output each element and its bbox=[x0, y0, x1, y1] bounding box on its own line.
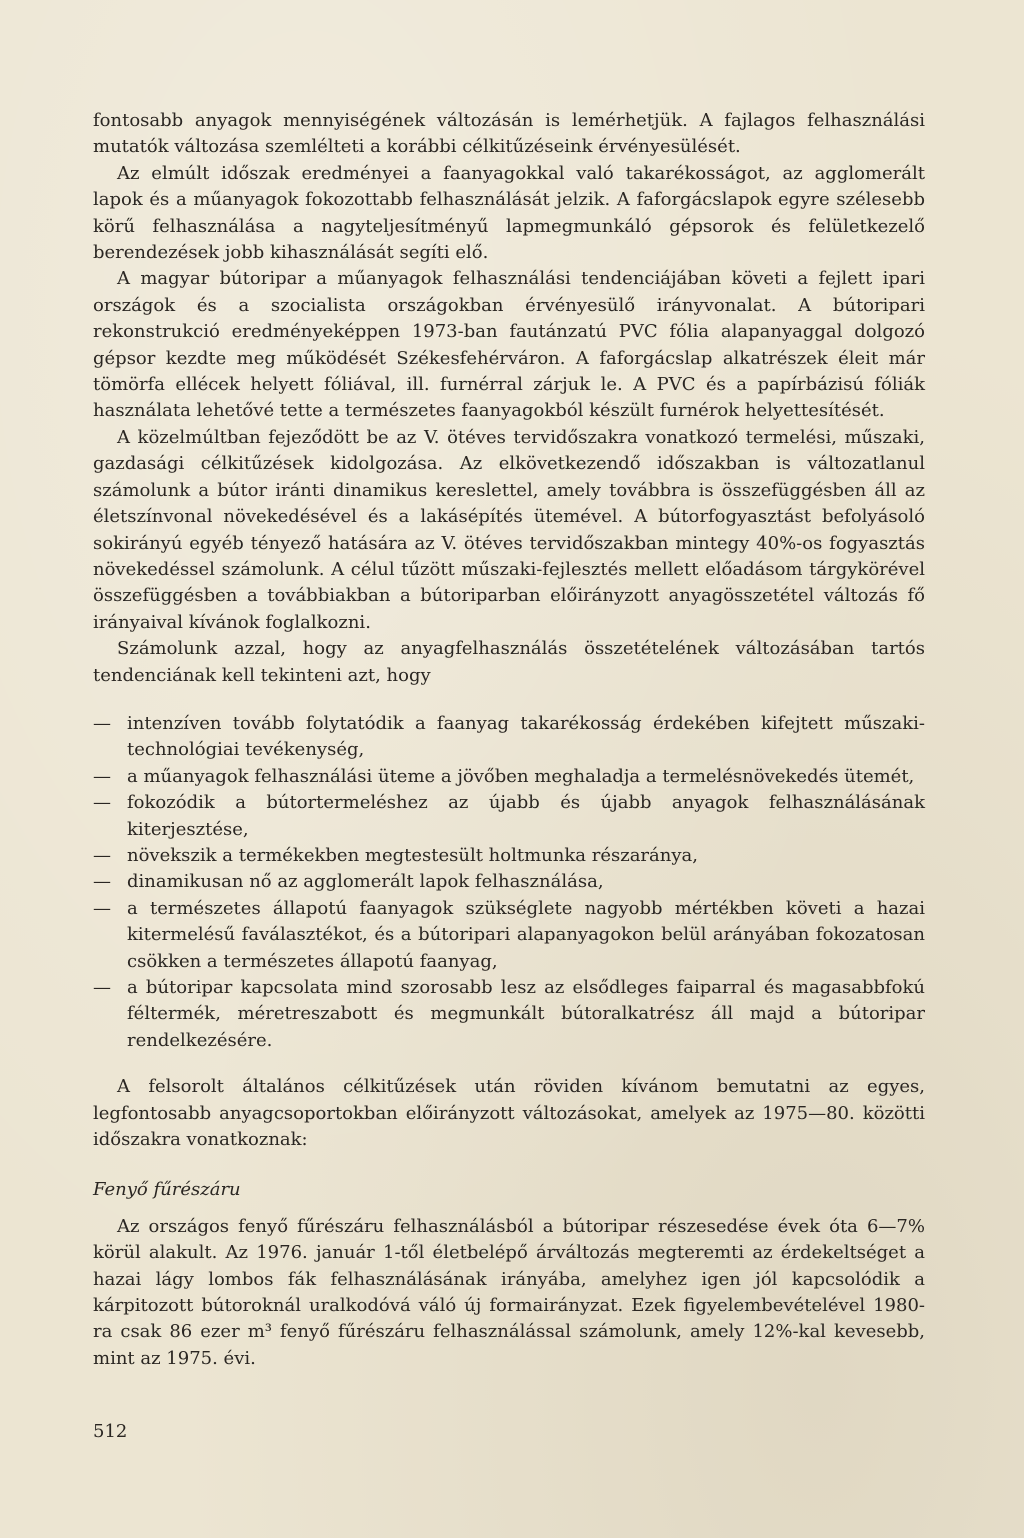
paragraph-continued: fontosabb anyagok mennyiségének változásán is lemérhetjük. A fajlagos felhasználási mutatók változása szemlélteti a korábbi célkitűzéseink érvényesülését. bbox=[93, 110, 925, 158]
list-item-text: a természetes állapotú faanyagok szükséglete nagyobb mértékben követi a hazai kitermelésű faválasztékot, és a bútoripari alapanyagokon belül arányában fokozatosan csökken a természetes állapotú faanyag, bbox=[127, 897, 925, 972]
paragraph-tendency-intro: Számolunk azzal, hogy az anyagfelhasználás összetételének változásában tartós tendenciának kell tekinteni azt, hogy bbox=[93, 638, 925, 686]
list-item-text: dinamikusan nő az agglomerált lapok felhasználása, bbox=[127, 871, 604, 893]
list-item bbox=[93, 764, 925, 790]
dash-bullet: — bbox=[93, 712, 111, 734]
list-item-text: a műanyagok felhasználási üteme a jövőben meghaladja a termelésnövekedés ütemét, bbox=[127, 765, 915, 787]
paragraph-plastics: A magyar bútoripar a műanyagok felhasználási tendenciájában követi a fejlett ipari országok és a szocialista országokban érvényesülő irányvonalat. A bútoripari rekonstrukció eredményeképpen 1973-ban fautánzatú PVC fólia alapanyaggal dolgozó gépsor kezdte meg működését Székesfehérváron. A faforgácslap alkatrészek éleit már tömörfa ellécek helyett fóliával, ill. furnérral zárjuk le. A PVC és a papírbázisú fóliák használata lehetővé tette a természetes faanyagokból készült furnérok helyettesítését. bbox=[93, 268, 925, 422]
list-item bbox=[93, 869, 925, 895]
list-item-text: intenzíven tovább folytatódik a faanyag takarékosság érdekében kifejtett műszaki-technológiai tevékenység, bbox=[127, 712, 925, 761]
list-item bbox=[93, 790, 925, 843]
dash-bullet: — bbox=[93, 977, 111, 998]
list-item bbox=[93, 896, 925, 975]
tendency-list bbox=[93, 711, 925, 1054]
paragraph-five-year-plan: A közelmúltban fejeződött be az V. ötéves tervidőszakra vonatkozó termelési, műszaki, gazdasági célkitűzések kidolgozása. Az elkövetkezendő időszakban is változatlanul számolunk a bútor iránti dinamikus kereslettel, amely továbbra is összefüggésben áll az életszínvonal növekedésével és a lakásépítés ütemével. A bútorfogyasztást befolyásoló sokirányú egyéb tényező hatására az V. ötéves tervidőszakban mintegy 40%-os fogyasztás növekedéssel számolunk. A célul tűzött műszaki-fejlesztés mellett előadásom tárgykörével összefüggésben a továbbiakban a bútoriparban előirányzott anyagösszetétel változás fő irányaival kívánok foglalkozni. bbox=[93, 426, 925, 633]
dash-bullet: — bbox=[93, 765, 111, 787]
list-item bbox=[93, 843, 925, 869]
paragraph-softwood: Az országos fenyő fűrészáru felhasználásból a bútoripar részesedése évek óta 6—7% körül alakult. Az 1976. január 1-től életbelépő árváltozás megteremti az érdekeltséget a hazai lágy lombos fák felhasználásának irányába, amelyhez igen jól kapcsolódik a kárpitozott bútoroknál uralkodóvá váló új formairányzat. Ezek figyelembevételével 1980-ra csak 86 ezer m³ fenyő fűrészáru felhasználással számolunk, amely 12%-kal kevesebb, mint az 1975. évi. bbox=[93, 1215, 925, 1369]
page-body bbox=[93, 108, 925, 1372]
dash-bullet: — bbox=[93, 844, 111, 866]
dash-bullet: — bbox=[93, 897, 111, 919]
paragraph-results: Az elmúlt időszak eredményei a faanyagokkal való takarékosságot, az agglomerált lapok és a műanyagok fokozottabb felhasználását jelzik. A faforgácslapok egyre szélesebb körű felhasználása a nagyteljesítményű lapmegmunkáló gépsorok és felületkezelő berendezések jobb kihasználását segíti elő. bbox=[93, 162, 925, 264]
list-item-text: növekszik a termékekben megtestesült holtmunka részaránya, bbox=[127, 844, 698, 866]
list-item-text: a bútoripar kapcsolata mind szorosabb lesz az elsődleges faiparral és magasabbfokú féltermék, méretreszabott és megmunkált bútoralkatrész áll majd a bútoripar rendelkezésére. bbox=[127, 977, 925, 1051]
dash-bullet: — bbox=[93, 871, 111, 893]
paragraph-after-list: A felsorolt általános célkitűzések után röviden kívánom bemutatni az egyes, legfontosabb anyagcsoportokban előirányzott változásokat, amelyek az 1975—80. közötti időszakra vonatkoznak: bbox=[93, 1076, 925, 1151]
dash-bullet: — bbox=[93, 792, 111, 814]
list-item bbox=[93, 711, 925, 764]
list-item-text: fokozódik a bútortermeléshez az újabb és újabb anyagok felhasználásának kiterjesztése, bbox=[127, 792, 925, 840]
page-number: 512 bbox=[93, 1421, 128, 1442]
list-item bbox=[93, 975, 925, 1054]
section-heading: Fenyő fűrészáru bbox=[93, 1179, 241, 1201]
